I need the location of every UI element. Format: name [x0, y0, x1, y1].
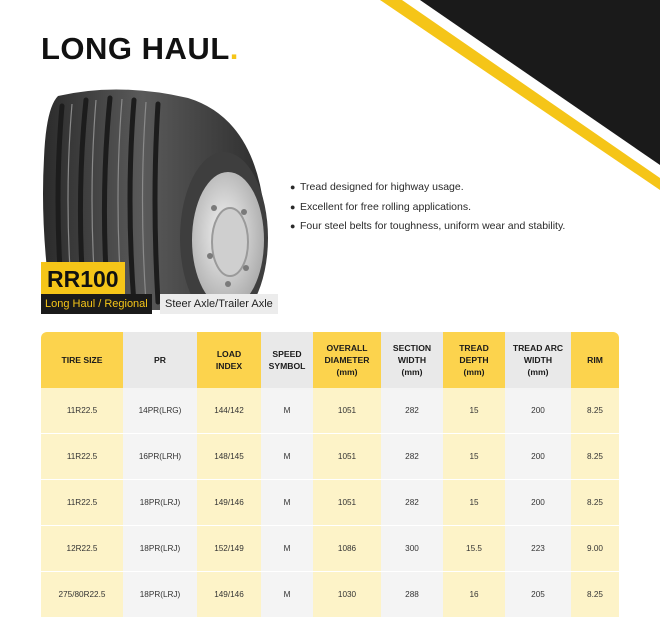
axle-position-tag: Steer Axle/Trailer Axle [160, 294, 278, 314]
cell-tire-size: 11R22.5 [41, 388, 123, 434]
feature-item [290, 217, 565, 237]
header-load-index [197, 332, 261, 388]
cell-speed-symbol: M [261, 526, 313, 572]
feature-item [290, 178, 565, 198]
cell-tread-arc-width: 223 [505, 526, 571, 572]
header-line: OVERALL [326, 343, 368, 353]
cell-overall-diameter: 1086 [313, 526, 381, 572]
bullet-icon: ● [290, 201, 296, 212]
table-row [41, 526, 619, 572]
cell-rim: 8.25 [571, 388, 619, 434]
cell-tread-arc-width: 200 [505, 388, 571, 434]
header-line: WIDTH [523, 355, 553, 365]
cell-tire-size: 11R22.5 [41, 480, 123, 526]
cell-overall-diameter: 1051 [313, 388, 381, 434]
cell-speed-symbol: M [261, 572, 313, 618]
bullet-icon: ● [290, 221, 296, 231]
title-accent-dot: . [229, 31, 239, 66]
cell-tire-size: 11R22.5 [41, 434, 123, 480]
feature-text: Tread designed for highway usage. [300, 181, 464, 193]
cell-section-width: 288 [381, 572, 443, 618]
table-row [41, 572, 619, 618]
cell-load-index: 149/146 [197, 480, 261, 526]
cell-pr: 18PR(LRJ) [123, 526, 197, 572]
table-row [41, 388, 619, 434]
page-title-text: LONG HAUL [41, 31, 230, 66]
header-section-width [381, 332, 443, 388]
feature-text: Four steel belts for toughness, uniform wear and stability. [300, 220, 566, 232]
cell-section-width: 282 [381, 434, 443, 480]
table-row [41, 480, 619, 526]
cell-pr: 18PR(LRJ) [123, 572, 197, 618]
header-line: RIM [587, 355, 603, 365]
cell-load-index: 152/149 [197, 526, 261, 572]
page-title [41, 31, 239, 67]
corner-stripe-decoration [380, 0, 660, 190]
cell-speed-symbol: M [261, 480, 313, 526]
cell-speed-symbol: M [261, 388, 313, 434]
header-line: SPEED [272, 349, 302, 359]
header-speed-symbol [261, 332, 313, 388]
header-overall-diameter [313, 332, 381, 388]
cell-load-index: 148/145 [197, 434, 261, 480]
header-line: WIDTH [397, 355, 427, 365]
application-tag: Long Haul / Regional [41, 294, 152, 314]
cell-tread-depth: 15 [443, 388, 505, 434]
cell-pr: 14PR(LRG) [123, 388, 197, 434]
header-line: TREAD ARC [512, 343, 564, 353]
header-line: (mm) [463, 367, 485, 377]
cell-overall-diameter: 1051 [313, 480, 381, 526]
cell-overall-diameter: 1051 [313, 434, 381, 480]
table-row [41, 434, 619, 480]
model-label: RR100 [41, 262, 125, 296]
cell-section-width: 282 [381, 388, 443, 434]
header-line: DEPTH [459, 355, 489, 365]
header-tread-depth [443, 332, 505, 388]
cell-tread-arc-width: 205 [505, 572, 571, 618]
header-line: SYMBOL [268, 361, 306, 371]
cell-pr: 16PR(LRH) [123, 434, 197, 480]
cell-load-index: 149/146 [197, 572, 261, 618]
header-line: (mm) [401, 367, 423, 377]
cell-pr: 18PR(LRJ) [123, 480, 197, 526]
header-tread-arc-width [505, 332, 571, 388]
cell-tire-size: 12R22.5 [41, 526, 123, 572]
bullet-icon: ● [290, 182, 296, 192]
header-line: PR [154, 355, 166, 365]
cell-tread-depth: 15.5 [443, 526, 505, 572]
cell-tread-arc-width: 200 [505, 480, 571, 526]
header-line: SECTION [392, 343, 432, 353]
cell-tire-size: 275/80R22.5 [41, 572, 123, 618]
header-pr [123, 332, 197, 388]
cell-tread-arc-width: 200 [505, 434, 571, 480]
header-line: LOAD [216, 349, 242, 359]
cell-section-width: 282 [381, 480, 443, 526]
header-line: TREAD [459, 343, 489, 353]
header-line: (mm) [527, 367, 549, 377]
feature-item [290, 198, 565, 218]
cell-rim: 8.25 [571, 480, 619, 526]
cell-speed-symbol: M [261, 434, 313, 480]
spec-table [41, 332, 619, 618]
table-body [41, 388, 619, 618]
feature-list [290, 178, 565, 237]
cell-rim: 8.25 [571, 572, 619, 618]
header-line: TIRE SIZE [61, 355, 103, 365]
cell-tread-depth: 15 [443, 434, 505, 480]
cell-overall-diameter: 1030 [313, 572, 381, 618]
cell-rim: 8.25 [571, 434, 619, 480]
header-tire-size [41, 332, 123, 388]
cell-load-index: 144/142 [197, 388, 261, 434]
header-line: DIAMETER [324, 355, 370, 365]
header-line: (mm) [336, 367, 358, 377]
cell-rim: 9.00 [571, 526, 619, 572]
cell-section-width: 300 [381, 526, 443, 572]
feature-text: Excellent for free rolling applications. [300, 200, 472, 213]
cell-tread-depth: 15 [443, 480, 505, 526]
header-line: INDEX [215, 361, 243, 371]
cell-tread-depth: 16 [443, 572, 505, 618]
header-rim [571, 332, 619, 388]
table-header-row [41, 332, 619, 388]
